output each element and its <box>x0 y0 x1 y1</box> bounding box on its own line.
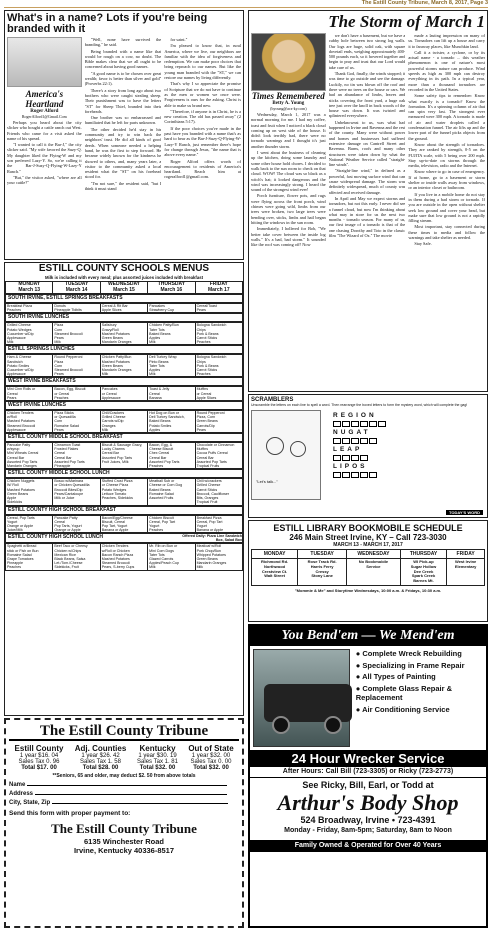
menu-cell: Mini Cinn Rolls or Cereal Pears <box>6 387 53 401</box>
paragraph: The other decided he'd stay in his community and try to win back the neighbors' trust. He did all kinds of good deeds. When someone needed a helping hand, he was the first to step forward. He became widely known for the kindness he showed to others, and, many years later, a visitor to the community asked a local resident what the "ST" on his forehead stood for. <box>84 126 162 180</box>
paragraph: for saint." <box>170 37 188 42</box>
menu-cell: Round Pepperoni Pizza, Corn Green Beans Carrots/Dip Pears <box>195 411 242 433</box>
menu-cell: Chicken Tenders w/Roll Mashed Potatoes Steamed Broccoli Applesauce <box>6 411 53 433</box>
library-title: ESTILL LIBRARY BOOKMOBILE SCHEDULE <box>273 523 463 533</box>
rate-cell: Total $17. 00 <box>21 765 57 771</box>
library-day: TUESDAY <box>298 550 347 559</box>
column-text-3 <box>164 37 241 255</box>
rate-cell: Sales Tax 1. 81 <box>137 759 178 765</box>
library-day: THURSDAY <box>400 550 446 559</box>
menu-date: March 14 <box>65 286 88 293</box>
column-email: RogerAlford1@Gmail.Com <box>21 114 67 119</box>
menu-cell: Beef Taco or Cheesy Chicken w/Chips Mexican Rice Black Beans, Salsa Let./Tom./Cheese Sidekicks, Fruit <box>53 544 100 570</box>
menu-section-table <box>5 354 243 377</box>
menu-section-table <box>5 442 243 469</box>
rate-cell: 1 year $26. 42 <box>81 753 120 759</box>
seniors-note: **Seniors, 65 and older, may deduct $2. 50 from above totals <box>52 773 196 779</box>
menu-section-table <box>5 410 243 433</box>
rate-cell: 1 year $30. 19 <box>138 753 177 759</box>
menu-cell: Breakfast Pizza Peaches <box>6 304 53 313</box>
menu-days-row <box>6 282 243 294</box>
paragraph: "But," the visitor asked, "where are all your cattle?" <box>7 174 82 186</box>
menu-cell: Toast & Jelly Cereal Banana <box>148 387 195 401</box>
send-street: 6135 Winchester Road <box>84 837 164 846</box>
school-menus <box>4 262 244 716</box>
paragraph: "Straight-line wind," in defined as a powerful, fast moving surface wind that can cause widespread damage. The storm was definitely widespread, much of county was affected and received damage. <box>328 168 406 195</box>
menu-day: THURSDAY <box>157 281 186 287</box>
library-dates: MARCH 13 - MARCH 17, 2017 <box>333 542 403 548</box>
author-photo <box>7 37 82 87</box>
menu-cell: Chocolate or Cinnamon Muffins Cocoa Puffs Cereal Cereal Bar Assorted Pop Tarts Tropical Fruits <box>195 443 242 469</box>
menu-day: FRIDAY <box>209 281 228 287</box>
rate-header: Estill County <box>14 744 64 753</box>
menu-section-table <box>5 322 243 345</box>
ad-name: Arthur's Body Shop <box>277 790 459 815</box>
ad-service-text: Complete Wreck Rebuilding <box>362 649 462 658</box>
storm-article <box>248 10 488 392</box>
menu-section-title <box>5 433 243 442</box>
bullet-icon: ● <box>355 660 363 670</box>
menu-section-label: WEST IRVINE BREAKFASTS <box>8 378 76 385</box>
field-city-label: City, State, Zip <box>9 800 51 806</box>
storm-headline: The Storm of March 1 <box>328 12 485 31</box>
library-day: WEDNESDAY <box>347 550 401 559</box>
library-stop: Rose Track Rd. Harris Ferry Cressy Stony Lane <box>298 559 347 586</box>
menu-cell: Bosco w/Marinara or Chicken Quesadilla Broccoli Bites/Dip Pears/Cantaloupe Milk or Juice <box>53 479 100 505</box>
menu-cell: Stuffed Crust Pizza or Cheese Pizza Potato Wedges Lettuce Tomato Peaches, Sidekicks <box>100 479 147 505</box>
paragraph: Most important, stay connected during these times to media and follow the warnings and take shelter as needed. <box>408 224 485 240</box>
paragraph: Call it a twister, a cyclone, or by its actual name - a tornado ... this weather phenomenon is one of nature's most powerful storms nature can produce. Wind speeds as high as 300 mph can destroy everything in its path. In a typical year, more than a thousand tornadoes are recorded in the United States. <box>408 49 485 92</box>
column-author: Roger Alford <box>30 109 59 114</box>
library-stop: WI Pick-up Sugar Hollow Dee Creek Spark Creek Barnes Mt. <box>400 559 446 586</box>
menu-cell: Pancake Patty Cereal Pop Tarts, Yogurt Orange or Apple <box>53 515 100 533</box>
menu-day-header <box>100 282 147 294</box>
paragraph: Stay Safe. <box>414 241 432 247</box>
menu-date: March 15 <box>113 286 135 293</box>
menu-cell: Pizza Corn Steamed Broccoli Pears Milk <box>53 323 100 345</box>
menus-note: Milk is included with every meal; plus assorted juices included with breakfast <box>44 275 204 280</box>
menu-cell: Pizza Sticks or Quesadilla Corn Romaine Salad Pears <box>53 411 100 433</box>
menu-section-note: Offered Daily: Pizza Line Sandwich Box, Salad Box <box>182 534 242 543</box>
library-table <box>251 549 485 586</box>
paragraph: Thank God, finally, the winds stopped; it was time to go outside and see the damage. Luckily, no tin was blown off the roof and there were no trees on the house or cars. We had an abundance of limbs, leaves and sticks covering the front yard, a huge oak tree just over the knoll in back woods of the house was down. It was twisted and splintered everywhere. <box>328 71 406 119</box>
library-stop: West Irvine Elementary <box>447 559 485 586</box>
menu-cell: Chicken Biscuit Cereal, Pop Tart Yogurt Peaches <box>148 515 195 533</box>
paragraph: Perhaps you heard about the city slicker who bought a cattle ranch out West. Friends who came for a visit asked the name of his spread. <box>7 120 82 141</box>
paragraph: "Well, none have survived the branding," he said. <box>84 37 162 48</box>
field-name-input[interactable] <box>27 785 227 786</box>
menu-cell: Cinnamon Toast Frosted Flakes Cereal Cereal Bar Assorted Pop Tarts Pineapple <box>53 443 100 469</box>
paragraph: we don't have a basement, but we have a cubby hole between two strong log walls. Our logs are huge, solid oak, with square dovetail ends, weighing approximately 400-500 pounds each, so it hovered together and begin to pray and trust that our Lord would take care of us. <box>328 33 406 70</box>
paragraph: That's why I so appreciate the promise of Scripture that we do not have to continue as the men or women we once were. Forgiveness is ours for the asking. Christ is able to make us brand new. <box>164 81 241 108</box>
ad-after-hours: After Hours: Call Bill (723-3305) or Ricky (723-2773) <box>250 767 486 778</box>
rate-cell: Total $32. 00 <box>139 765 176 771</box>
menu-cell: Bacon, Egg, Biscuit or Cereal Peaches <box>53 387 100 401</box>
paragraph: "I wanted to call it the Bar-J," the city slicker said. "My wife favored the Suzy-Q. My daughter liked the Flying-W and my son preferred Lazy-Y. So, we're calling it the Bar-J-Suzy-Q-Flying-W-Lazy-Y Ranch." <box>7 142 82 174</box>
menu-day: WEDNESDAY <box>107 281 140 287</box>
rate-cell: Sales Tax 0. 00 <box>190 759 232 765</box>
menu-cell: Bacon/Egg/Cheese Biscuit, Cereal Pop Tart, Yogurt Banana or Apple <box>100 515 147 533</box>
rate-header: Adj. Counties <box>74 744 127 753</box>
menu-cell: Chicken Patty/Bun Mashed Potatoes Green Beans Mandarin Oranges Milk <box>100 355 147 377</box>
rate-header: Out of State <box>188 744 234 753</box>
paragraph: "A good name is to be chosen over great wealth; favor is better than silver and gold" (Proverbs 22:1). <box>84 70 162 87</box>
menu-cell: Chicken Tenders w/Roll or Chicken Bacon Ranch Pizza Mashed Potatoes Steamed Broccoli Pears, S-berry Cups <box>100 544 147 570</box>
menu-day: TUESDAY <box>64 281 89 287</box>
library-stop: No Bookmobile Service <box>347 559 401 586</box>
menu-cell: Cereal, Pop Tarts Yogurt Orange or Apple Juice/Milk <box>6 515 53 533</box>
menu-cell: Meatball Sub or Cheese or Corn Dog Baked Beans Romaine Salad Assorted Fruits <box>148 479 195 505</box>
rate-cell: 1 year $32. 00 <box>191 753 231 759</box>
storm-author: Betty A. Young <box>272 101 305 106</box>
bullet-icon: ● <box>355 683 363 693</box>
field-name-label: Name <box>9 782 26 788</box>
field-city-input[interactable] <box>52 803 228 804</box>
bullet-icon: ● <box>355 672 363 681</box>
storm-email: (byoung@acs-ky.com) <box>270 106 307 111</box>
menu-day-header <box>6 282 53 294</box>
menu-section-label: ESTILL COUNTY MIDDLE SCHOOL LUNCH <box>8 470 110 477</box>
menu-cell: Donuts Pineapple Tidbits <box>53 304 100 313</box>
ad-service-text: All Types of Painting <box>362 672 436 681</box>
paragraph: Being branded with a name like that would be rough on a cow, no doubt. The Bible makes clear that we all ought to be concerned about having good names. <box>84 48 162 70</box>
menu-section-label: ESTILL COUNTY HIGH SCHOOL BREAKFAST <box>8 506 117 513</box>
paragraph: One brother was so embarrassed and humiliated that he left for parts unknown. <box>84 115 162 126</box>
ad-service-item <box>356 661 483 671</box>
menu-day-header <box>148 282 195 294</box>
ad-headline: You Bend'em — We Mend'em <box>250 626 486 646</box>
paragraph: If you live in a mobile home do not stay in them during a bad storm or tornado. If you are outside in the open without shelter seek low ground and cover your head, but make sure that low ground is not a rapidly filling stream. <box>408 191 485 224</box>
section-label: Times Remembered <box>251 91 325 101</box>
paragraph: Know where to go in case of emergency. If at home, go to a basement or storm shelter or inside walls away from windows, or an interior closet or bathroom. <box>408 169 485 191</box>
menu-cell: Pancakes Strawberry Cup <box>148 304 195 313</box>
menu-day-header <box>53 282 100 294</box>
ad-see: See Ricky, Bill, Earl, or Todd at <box>302 780 434 790</box>
paragraph: There's a story from long ago about two brothers who were caught stealing sheep. Their punishment was to have the letters "ST" for Sheep Thief, branded into their foreheads. <box>84 87 162 114</box>
menu-section-label: ESTILL COUNTY MIDDLE SCHOOL BREAKFAST <box>8 434 123 441</box>
menu-cell: Breakfast Pizza Cereal, Pop Tart Yogurt Banana or Apple <box>195 515 242 533</box>
menu-section-table <box>5 543 243 570</box>
menu-cell: Deli Turkey Wrap Pinto Beans Tater Tots Apples Milk <box>148 355 195 377</box>
scrambler-caption: "Let's talk..." <box>256 479 278 484</box>
rate-cell: Total $28. 00 <box>82 765 119 771</box>
menu-section-title <box>5 469 243 478</box>
library-schedule <box>248 520 488 622</box>
ad-service-text: Specializing in Frame Repair <box>362 660 465 670</box>
column-article <box>4 10 244 260</box>
paragraph: Know about the strength of tornadoes. They are ranked by strength, 0-5 on the FUJITA scale, with 5 being over 200 mph. Stay up-to-date on storms through the media, television, radio and the Internet. <box>408 141 485 169</box>
scramble-word-2: NUGAT <box>333 429 371 436</box>
library-note: "Mommie & Me" and Storytime Wednesdays, 10:00 a.m. & Fridays, 10:30 a.m. <box>294 587 442 593</box>
scrambler-cartoon <box>251 410 321 500</box>
menu-cell: Pancakes or Cereal Applesauce <box>100 387 147 401</box>
ad-service-text: Air Conditioning Service <box>362 704 450 714</box>
menu-cell: Chicken Nuggets W/ Roll Mashed Potatoes Green Beans Apple Sidekicks <box>6 479 53 505</box>
menu-cell: Cereal/Toast Pears <box>195 304 242 313</box>
scramble-word-3: LEAP <box>333 446 363 453</box>
menu-section-table <box>5 515 243 534</box>
scramblers-title: SCRAMBLERS <box>251 397 294 403</box>
library-day: FRIDAY <box>447 550 485 559</box>
menu-section-table <box>5 303 243 313</box>
menu-cell: Grilled Cheese Potato Wedges Cucumber w/Dip Applesauce Milk <box>6 323 53 345</box>
library-address: 246 Main Street Irvine, KY – Call 723-3030 <box>289 533 447 542</box>
paragraph: "Therefore, if anyone is in Christ, he is a new creation. The old has passed away" (2 Corinthians 5:17). <box>164 108 241 125</box>
subscription-rates <box>9 744 239 771</box>
menu-section-label: WEST IRVINE LUNCHES <box>8 402 66 409</box>
menu-cell: Hot Dog on Bun or Deli Turkey Sandwich, Baked Beans Potato Smiles Apples <box>148 411 195 433</box>
sidebar-title: America's Heartland <box>25 89 64 109</box>
menu-cell: Meatloaf w/Roll Pork Chop/Bun Whipped Potatoes Green Beans Mandarin Oranges Milk <box>195 544 242 570</box>
menu-section-title <box>5 506 243 515</box>
paragraph: made a lasting impression on many of us. Tornadoes can lift up a house and carry it to faraway places, like Munchkin land. <box>408 33 485 49</box>
menu-date: March 16 <box>160 286 183 293</box>
menu-cell: Biscuit & Sausage Gravy, Lucky Charms Cereal Bar Assorted Pop Tarts Fruit Juices, Milk <box>100 443 147 469</box>
menu-cell: Cereal & Rit Bar Apple Slices <box>100 304 147 313</box>
menu-cell: Chicken Patty/Bun Tater Tots Baked Beans Apples Milk <box>148 323 195 345</box>
column-headline: What's in a name? Lots if you're being branded with it <box>7 12 208 35</box>
ad-family: Family Owned & Operated for Over 40 Years <box>250 840 486 852</box>
paragraph: Wednesday, March 1, 2017 was a normal morning for me. I had my coffee, toast and fruit when I noticed a black cloud coming up on west side of the house. It didn't look terribly bad, there were no tornado warnings and I thought it's just another thunder storm. <box>251 112 326 149</box>
library-stop: Richmond Rd. Northwood Crestview Ct. Walt Street <box>252 559 298 586</box>
body-shop-ad <box>248 624 488 928</box>
menu-sections <box>5 294 243 571</box>
menu-day-header <box>195 282 242 294</box>
menu-cell: Bologna Sandwich Chips Pork & Beans Carrot Sticks Peaches <box>195 355 242 377</box>
menu-day: MONDAY <box>18 281 41 287</box>
menu-section-title <box>5 377 243 386</box>
bullet-icon: ● <box>355 704 363 714</box>
menu-section-label: SOUTH IRVINE, ESTILL SPRINGS BREAKFASTS <box>8 295 123 301</box>
ad-wrecker: 24 Hour Wrecker Service <box>250 750 486 767</box>
rate-cell: Sales Tax 0. 96 <box>18 759 60 765</box>
field-address-input[interactable] <box>35 794 227 795</box>
menu-cell: Chili w/crackers Grilled Cheese Carrot Sticks Broccoli, Cauliflower Bits, Oranges Tropical Fruit <box>195 479 242 505</box>
menu-cell: Spaghetti w/Bread stick or Fish on Bun Romaine Salad Grape Tomatoes Pineapple Peaches <box>6 544 53 570</box>
storm-text-2 <box>329 33 406 388</box>
column-text-2 <box>85 37 162 255</box>
ad-service-item <box>356 672 483 682</box>
scramble-word-1: REGION <box>333 412 377 419</box>
menu-section-table <box>5 478 243 505</box>
paragraph: If the poor choices you've made in the past have you branded with a name that's as hard to bear as the Bar-J-Suzy-Q-Flying-W-Lazy-Y Ranch, just remember there's hope for change through Jesus, "the name that is above every name." <box>164 125 241 158</box>
menu-section-title <box>5 401 243 410</box>
subscription-form <box>4 718 244 928</box>
scrambler-footer: TODAY'S WORD <box>446 510 483 515</box>
field-address-label: Address <box>9 791 34 797</box>
ad-hours: Monday - Friday, 8am-5pm; Saturday, 8am to Noon <box>284 827 452 834</box>
send-paper: The Estill County Tribune <box>51 821 197 836</box>
column-text-1 <box>7 120 82 186</box>
ad-service-item <box>356 684 483 703</box>
paragraph: I went about the business of cleaning up the kitchen, doing some laundry and some other house hold chores. I decided to walk back to the sun room to check on that cloud. WOW! The cloud was so black as a witch's hat; it looked dangerous and the wind was increasingly strong. I heard the sound of the strongest wind ever! <box>251 150 326 193</box>
menu-date: March 17 <box>207 286 230 293</box>
paragraph: I'm pleased to know that, in rural America, where we live, our neighbors are familiar with the idea of forgiveness and redemption. We can make poor choices that bring reproach to our names. But like the young man branded with the "ST," we can restore our names by living differently. <box>164 43 241 81</box>
subscribe-title: The Estill County Tribune <box>9 723 239 741</box>
menu-cell: Bologna Sandwich Chips Pork & Beans Carrot Sticks Peaches <box>195 323 242 345</box>
scramble-word-4: LIPOS <box>333 463 368 470</box>
subscription-fields <box>9 781 239 808</box>
menu-section-table <box>5 386 243 401</box>
menu-cell: Bacon, Egg, & Cheese Biscuit Chex Cereal Cereal Bar Assorted Pop Tarts Peaches <box>148 443 195 469</box>
paragraph: Roger Alford offers words of encouragement to residents of America's heartland. Reach him at rogeralford1@gmail.com. <box>164 158 241 180</box>
menu-cell: Salisbury Gravy/Roll Mashed Potatoes Green Beans Mandarin Oranges <box>100 323 147 345</box>
paragraph: Unbeknownst to us, was what had happened in Irvine and Ravenna and the rest of the county. Many were without power and homes and businesses had suffered extensive damage on Cantrell Street and Ravenna. Barns, roofs and many other structures were taken down by what the National Weather Service called "straight-line winds". <box>328 119 406 168</box>
ad-services <box>350 649 483 747</box>
storm-text-1 <box>251 112 326 382</box>
storm-text-3 <box>408 33 485 388</box>
menu-section-title <box>5 313 243 322</box>
library-day: MONDAY <box>252 550 298 559</box>
rate-header: Kentucky <box>139 744 176 753</box>
page-header: The Estill County Tribune, March 8, 2017, Page 3 <box>4 0 488 8</box>
menu-cell: Mr. Rib on Bun or Mini Corn Dogs Tater Tots Glazed Carrots Apples/Peach Cup Milk <box>148 544 195 570</box>
scrambler-words <box>321 410 386 500</box>
paragraph: Porch furniture, flower pots, and rugs were flying across the front porch, wind chimes were going wild, limbs from our trees were broken, two large trees were bending over, sticks, limbs and hail began hitting the windows in the sun room. <box>251 193 326 225</box>
send-city: Irvine, Kentucky 40336-8517 <box>73 846 175 855</box>
menu-cell: Muffins or Cereal Apple Slices <box>195 387 242 401</box>
portrait-photo <box>251 33 326 91</box>
menu-section-title <box>5 345 243 354</box>
menu-date: March 13 <box>18 286 41 293</box>
menu-cell: Pancake Patty w/syrup Mini Wheats Cereal Cereal Bar Assorted Pop Tarts Mandarin Oranges <box>6 443 53 469</box>
scramblers-instructions: Unscramble the letters on each line to spell a word. Then rearrange the boxed letters to form the mystery word, which will complete the gag! <box>251 403 468 407</box>
menu-cell: Ham & Cheese Sandwich Potato Smiles Cucumber w/Dip Applesauce <box>6 355 53 377</box>
paragraph: In April and May we expect storms and tornadoes, but not this early. I never did see a funnel cloud, but now I'm thinking about what may in store for us the next two months - tornado season. For many of us, our first image of a tornado is that of the one chasing Dorothy and Toto in the classic film "The Wizard of Oz." The movie <box>328 195 406 238</box>
rate-cell: Sales Tax 1. 58 <box>80 759 121 765</box>
ad-service-text: Complete Glass Repair & Replacement <box>355 683 453 702</box>
ad-address: 524 Broadway, Irvine • 723-4391 <box>300 815 436 825</box>
menu-section-label: ESTILL SPRINGS LUNCHES <box>8 346 75 353</box>
bullet-icon: ● <box>355 649 363 658</box>
rate-cell: 1 year $16. 04 <box>19 753 59 759</box>
menu-cell: Round Pepperoni Pizza Corn Steamed Broccoli Pears <box>53 355 100 377</box>
paragraph: "I'm not sure," the resident said, "but I think it must stand <box>84 180 162 192</box>
menu-table <box>5 281 243 294</box>
send-label: Send this form with proper payment to: <box>9 810 131 817</box>
storm-col1 <box>251 33 326 388</box>
column-col1 <box>7 37 82 255</box>
paragraph: Some safety tips to remember: Know what exactly is a tornado? Know the formation. It's a spinning column of air that can spin very fast. The strongest ever measured were 300 mph. A tornado is made of air and water droplets called a condensation funnel. The air lifts up and the lower part of the funnel picks objects from the ground. <box>408 93 485 141</box>
truck-photo <box>253 649 350 747</box>
rate-cell: Total $32. 00 <box>193 765 229 771</box>
paragraph: Immediately, I hollered for Bob, "We better take cover between the inside log walls." It's a bad, bad storm." It sounded like the roof was coming off! Now <box>251 226 326 248</box>
menu-section-title <box>5 294 243 303</box>
menu-section-label: ESTILL COUNTY HIGH SCHOOL LUNCH <box>8 534 104 541</box>
scramblers-puzzle <box>248 394 488 518</box>
ad-service-item <box>356 705 483 715</box>
menu-section-label: SOUTH IRVINE LUNCHES <box>8 314 70 321</box>
ad-service-item <box>356 649 483 659</box>
menu-section-title <box>5 533 243 543</box>
menus-title: ESTILL COUNTY SCHOOLS MENUS <box>38 263 210 274</box>
menu-cell: Chili/Crackers Grilled Cheese Carrots w/Dip Oranges Milk <box>100 411 147 433</box>
